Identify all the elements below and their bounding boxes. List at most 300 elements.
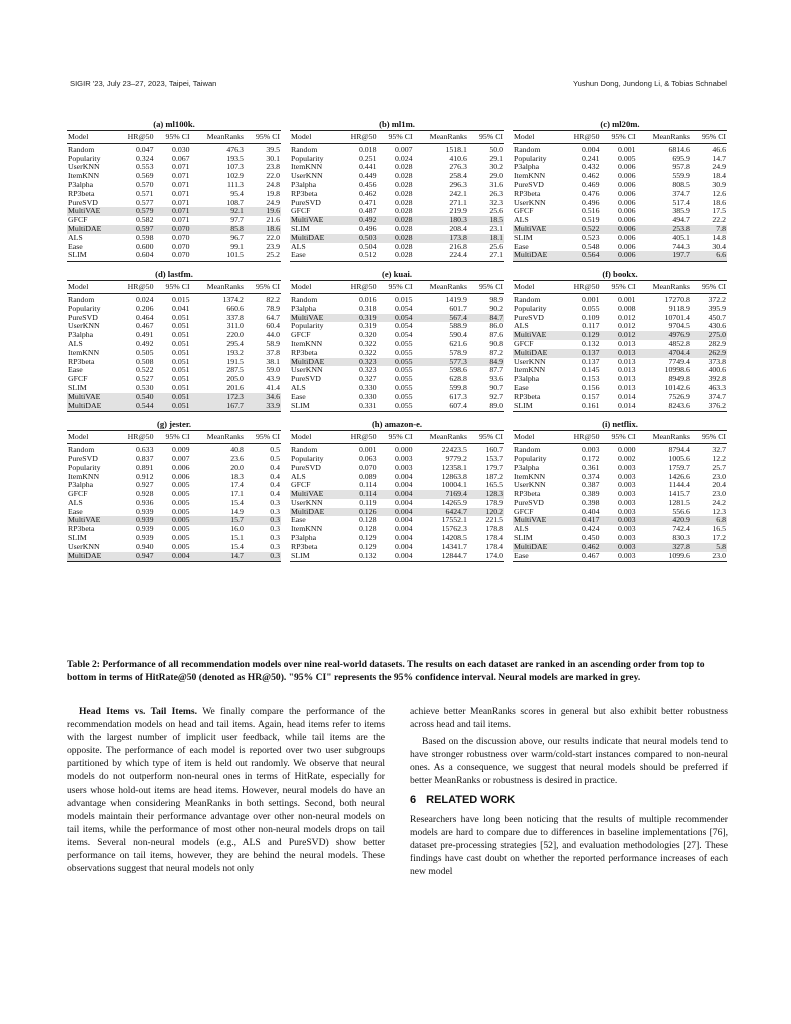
cell-ci2: 24.9 xyxy=(712,162,726,172)
cell-ci2: 25.2 xyxy=(245,251,281,261)
cell-mr: 7749.4 xyxy=(668,356,690,366)
cell-ci2: 41.4 xyxy=(266,382,280,392)
cell-ci1: 0.003 xyxy=(618,480,636,490)
cell-mr: 219.9 xyxy=(449,206,467,216)
cell-mr: 15.4 xyxy=(230,497,244,507)
cell-hr: 0.172 xyxy=(581,453,600,463)
cell-ci2: 32.7 xyxy=(712,445,726,455)
cell-ci2: 19.6 xyxy=(245,207,281,216)
cell-ci2: 24.2 xyxy=(712,497,726,507)
cell-hr: 0.128 xyxy=(358,524,377,534)
column-header: 95% CI xyxy=(691,281,727,294)
cell-mr: 628.8 xyxy=(449,374,467,384)
cell-mr: 8243.6 xyxy=(637,402,691,412)
cell-mr: 601.7 xyxy=(449,303,467,313)
cell-ci2: 0.3 xyxy=(270,524,280,534)
column-header: HR@50 xyxy=(339,431,378,444)
cell-ci2: 60.4 xyxy=(266,321,280,331)
cell-mr: 193.2 xyxy=(226,347,244,357)
cell-ci2: 14.7 xyxy=(712,153,726,163)
cell-model: Ease xyxy=(514,382,529,392)
table-row xyxy=(290,552,504,562)
cell-mr: 15.7 xyxy=(191,516,245,525)
cell-ci2: 0.3 xyxy=(245,552,281,562)
cell-ci2: 50.0 xyxy=(489,144,503,154)
cell-mr: 102.9 xyxy=(226,171,244,181)
cell-hr: 0.928 xyxy=(135,489,154,499)
cell-ci2: 29.0 xyxy=(489,171,503,181)
cell-model: Random xyxy=(514,294,541,304)
table-row xyxy=(513,251,727,261)
cell-model: Ease xyxy=(514,241,529,251)
cell-ci2: 0.4 xyxy=(270,489,280,499)
cell-hr: 0.544 xyxy=(116,402,155,412)
cell-hr: 0.132 xyxy=(581,338,600,348)
cell-ci1: 0.051 xyxy=(154,393,190,402)
cell-model: MultiVAE xyxy=(290,314,339,323)
cell-model: Popularity xyxy=(514,303,547,313)
column-header: 95% CI xyxy=(691,431,727,444)
cell-ci1: 0.013 xyxy=(618,365,636,375)
table-row xyxy=(67,552,281,562)
cell-model: SLIM xyxy=(68,533,87,543)
cell-ci1: 0.051 xyxy=(154,402,190,412)
cell-hr: 0.157 xyxy=(581,391,600,401)
cell-ci2: 160.7 xyxy=(485,445,503,455)
cell-ci2: 24.9 xyxy=(266,197,280,207)
cell-ci2: 0.3 xyxy=(270,497,280,507)
cell-mr: 9779.2 xyxy=(445,453,467,463)
cell-ci2: 187.2 xyxy=(485,471,503,481)
cell-ci1: 0.013 xyxy=(618,382,636,392)
cell-ci2: 0.4 xyxy=(270,462,280,472)
dataset-table-title: (h) amazon-e. xyxy=(371,419,423,430)
cell-hr: 0.530 xyxy=(135,382,154,392)
cell-ci1: 0.051 xyxy=(172,338,190,348)
cell-ci2: 430.6 xyxy=(708,321,726,331)
cell-ci1: 0.041 xyxy=(172,303,190,313)
cell-hr: 0.456 xyxy=(358,179,377,189)
results-table xyxy=(290,280,504,412)
cell-model: UserKNN xyxy=(514,197,546,207)
cell-hr: 0.129 xyxy=(358,533,377,543)
cell-model: MultiVAE xyxy=(290,216,339,225)
cell-hr: 0.374 xyxy=(581,471,600,481)
cell-model: Ease xyxy=(513,552,562,562)
cell-ci1: 0.006 xyxy=(618,232,636,242)
dataset-table xyxy=(513,118,727,262)
cell-hr: 0.016 xyxy=(358,294,377,304)
cell-ci1: 0.051 xyxy=(172,312,190,322)
cell-hr: 0.548 xyxy=(581,241,600,251)
cell-model: ItemKNN xyxy=(291,524,323,534)
cell-ci2: 64.7 xyxy=(266,312,280,322)
cell-ci2: 22.2 xyxy=(712,215,726,225)
cell-mr: 17.1 xyxy=(230,489,244,499)
cell-hr: 0.462 xyxy=(358,188,377,198)
column-header: 95% CI xyxy=(245,281,281,294)
cell-ci1: 0.054 xyxy=(395,321,413,331)
cell-ci1: 0.071 xyxy=(172,171,190,181)
cell-ci1: 0.071 xyxy=(172,162,190,172)
cell-hr: 0.912 xyxy=(135,471,154,481)
cell-ci1: 0.000 xyxy=(395,445,413,455)
column-header: HR@50 xyxy=(116,431,155,444)
cell-mr: 23.6 xyxy=(230,453,244,463)
cell-hr: 0.322 xyxy=(358,338,377,348)
cell-model: Ease xyxy=(68,506,83,516)
cell-ci1: 0.005 xyxy=(172,489,190,499)
dataset-table xyxy=(513,418,727,562)
column-header: Model xyxy=(290,131,339,144)
cell-mr: 957.8 xyxy=(672,162,690,172)
cell-ci1: 0.006 xyxy=(172,462,190,472)
table-header-row xyxy=(67,281,281,294)
cell-ci2: 0.3 xyxy=(270,533,280,543)
cell-hr: 0.318 xyxy=(358,303,377,313)
table-row xyxy=(513,143,727,154)
cell-hr: 0.389 xyxy=(581,489,600,499)
running-header-left: SIGIR '23, July 23–27, 2023, Taipei, Taiwan xyxy=(70,79,217,88)
paragraph-heading: Head Items vs. Tail Items. xyxy=(79,706,197,717)
cell-mr: 420.9 xyxy=(637,516,691,525)
column-header: 95% CI xyxy=(377,431,413,444)
cell-model: Random xyxy=(514,144,541,154)
cell-model: UserKNN xyxy=(514,356,546,366)
cell-ci2: 90.2 xyxy=(489,303,503,313)
cell-ci2: 20.4 xyxy=(712,480,726,490)
cell-model: ItemKNN xyxy=(514,365,546,375)
cell-ci2: 22.0 xyxy=(266,232,280,242)
cell-ci2: 0.5 xyxy=(270,453,280,463)
cell-hr: 0.145 xyxy=(581,365,600,375)
cell-mr: 15.1 xyxy=(230,533,244,543)
cell-ci2: 29.1 xyxy=(489,153,503,163)
cell-ci1: 0.006 xyxy=(618,171,636,181)
column-header: MeanRanks xyxy=(414,281,468,294)
cell-mr: 18.3 xyxy=(230,471,244,481)
cell-model: MultiDAE xyxy=(67,225,116,234)
cell-model: MultiDAE xyxy=(290,234,339,243)
dataset-table-title: (c) ml20m. xyxy=(600,119,640,129)
cell-mr: 405.1 xyxy=(672,232,690,242)
dataset-table xyxy=(290,418,504,562)
cell-ci1: 0.028 xyxy=(395,197,413,207)
cell-ci2: 282.9 xyxy=(708,338,726,348)
cell-hr: 0.540 xyxy=(116,393,155,402)
cell-mr: 744.3 xyxy=(672,241,690,251)
cell-model: RP3beta xyxy=(514,489,541,499)
cell-ci1: 0.004 xyxy=(154,552,190,562)
cell-model: ItemKNN xyxy=(514,171,546,181)
dataset-table-title: (i) netflix. xyxy=(602,419,638,430)
cell-mr: 172.3 xyxy=(191,393,245,402)
cell-model: Random xyxy=(68,445,95,455)
cell-ci1: 0.012 xyxy=(618,312,636,322)
cell-ci1: 0.003 xyxy=(600,543,636,552)
cell-mr: 224.4 xyxy=(414,251,468,261)
cell-ci1: 0.051 xyxy=(172,321,190,331)
cell-ci1: 0.006 xyxy=(172,471,190,481)
cell-ci1: 0.008 xyxy=(618,303,636,313)
column-header: HR@50 xyxy=(339,131,378,144)
cell-model: Random xyxy=(291,294,318,304)
column-header: MeanRanks xyxy=(191,431,245,444)
column-header: MeanRanks xyxy=(637,281,691,294)
table-header-row xyxy=(67,431,281,444)
column-header: 95% CI xyxy=(154,281,190,294)
cell-ci2: 39.5 xyxy=(266,144,280,154)
cell-ci2: 87.6 xyxy=(489,330,503,340)
cell-ci1: 0.006 xyxy=(618,179,636,189)
cell-hr: 0.119 xyxy=(359,497,377,507)
cell-mr: 22423.5 xyxy=(441,445,467,455)
results-table xyxy=(290,130,504,262)
column-header: Model xyxy=(67,131,116,144)
cell-mr: 7526.9 xyxy=(668,391,690,401)
paragraph-head-tail xyxy=(67,705,385,875)
cell-ci1: 0.055 xyxy=(377,358,413,367)
cell-ci1: 0.005 xyxy=(172,541,190,551)
cell-ci1: 0.005 xyxy=(172,506,190,516)
cell-ci1: 0.002 xyxy=(618,453,636,463)
cell-hr: 0.161 xyxy=(562,402,601,412)
dataset-table xyxy=(67,268,281,412)
cell-mr: 216.8 xyxy=(449,241,467,251)
paragraph-continued: achieve better MeanRanks scores in general but also exhibit better robustness across head and tail items. xyxy=(410,706,728,731)
cell-mr: 258.4 xyxy=(449,171,467,181)
cell-model: MultiVAE xyxy=(67,393,116,402)
cell-ci1: 0.000 xyxy=(618,445,636,455)
cell-ci1: 0.005 xyxy=(172,524,190,534)
table-header-row xyxy=(67,131,281,144)
column-header: 95% CI xyxy=(600,131,636,144)
cell-ci2: 23.0 xyxy=(712,489,726,499)
cell-model: MultiDAE xyxy=(513,349,562,358)
cell-mr: 287.5 xyxy=(226,365,244,375)
cell-mr: 14265.9 xyxy=(441,497,467,507)
column-header: 95% CI xyxy=(377,281,413,294)
cell-ci2: 98.9 xyxy=(489,294,503,304)
dataset-table-title: (f) bookx. xyxy=(602,269,638,280)
cell-model: PureSVD xyxy=(68,312,98,322)
cell-ci1: 0.067 xyxy=(172,153,190,163)
cell-hr: 0.055 xyxy=(581,303,600,313)
results-table xyxy=(67,280,281,412)
cell-hr: 0.004 xyxy=(581,144,600,154)
cell-model: P3alpha xyxy=(514,374,540,384)
results-table xyxy=(67,430,281,562)
cell-model: ItemKNN xyxy=(68,471,100,481)
cell-model: ItemKNN xyxy=(68,171,100,181)
cell-hr: 0.319 xyxy=(358,321,377,331)
cell-model: GFCF xyxy=(514,206,534,216)
cell-mr: 6814.6 xyxy=(668,144,690,154)
column-header: 95% CI xyxy=(154,131,190,144)
table-row-group xyxy=(67,118,727,262)
cell-ci2: 37.8 xyxy=(266,347,280,357)
cell-model: Popularity xyxy=(291,453,324,463)
cell-hr: 0.496 xyxy=(581,197,600,207)
cell-mr: 599.8 xyxy=(449,382,467,392)
cell-ci1: 0.005 xyxy=(618,153,636,163)
cell-mr: 173.8 xyxy=(414,234,468,243)
cell-ci2: 153.7 xyxy=(485,453,503,463)
column-header: HR@50 xyxy=(116,131,155,144)
cell-ci2: 33.9 xyxy=(245,402,281,412)
cell-model: Popularity xyxy=(68,303,101,313)
cell-ci2: 12.3 xyxy=(712,506,726,516)
cell-ci1: 0.030 xyxy=(172,144,190,154)
table-row xyxy=(67,251,281,261)
cell-ci2: 22.0 xyxy=(266,171,280,181)
cell-ci2: 128.3 xyxy=(468,490,504,499)
cell-ci2: 43.9 xyxy=(266,374,280,384)
cell-model: Ease xyxy=(290,251,339,261)
cell-ci1: 0.005 xyxy=(172,533,190,543)
cell-ci1: 0.006 xyxy=(618,162,636,172)
cell-mr: 180.3 xyxy=(414,216,468,225)
cell-hr: 0.570 xyxy=(135,179,154,189)
cell-model: UserKNN xyxy=(68,541,100,551)
running-header-right: Yushun Dong, Jundong Li, & Tobias Schnabel xyxy=(573,79,727,88)
column-header: HR@50 xyxy=(562,281,601,294)
cell-ci2: 90.7 xyxy=(489,382,503,392)
cell-model: MultiDAE xyxy=(67,552,116,562)
column-header: Model xyxy=(513,431,562,444)
cell-model: PureSVD xyxy=(514,179,544,189)
cell-ci2: 395.9 xyxy=(708,303,726,313)
cell-ci2: 6.6 xyxy=(691,251,727,261)
results-table-grid xyxy=(67,118,727,568)
cell-ci1: 0.028 xyxy=(377,216,413,225)
cell-mr: 9704.5 xyxy=(668,321,690,331)
cell-ci2: 84.9 xyxy=(468,358,504,367)
cell-ci1: 0.013 xyxy=(600,349,636,358)
cell-hr: 0.464 xyxy=(135,312,154,322)
cell-hr: 0.361 xyxy=(581,462,600,472)
cell-ci2: 93.6 xyxy=(489,374,503,384)
cell-model: MultiDAE xyxy=(290,508,339,517)
cell-ci1: 0.028 xyxy=(395,171,413,181)
cell-mr: 220.0 xyxy=(226,330,244,340)
cell-hr: 0.424 xyxy=(581,524,600,534)
cell-ci2: 12.6 xyxy=(712,188,726,198)
cell-mr: 830.3 xyxy=(672,533,690,543)
cell-mr: 567.4 xyxy=(414,314,468,323)
cell-ci2: 179.7 xyxy=(485,462,503,472)
cell-model: SLIM xyxy=(514,232,533,242)
cell-ci1: 0.003 xyxy=(618,506,636,516)
cell-hr: 0.462 xyxy=(581,171,600,181)
column-header: 95% CI xyxy=(245,131,281,144)
cell-model: GFCF xyxy=(68,489,88,499)
cell-mr: 660.6 xyxy=(226,303,244,313)
cell-mr: 15762.3 xyxy=(441,524,467,534)
cell-model: ItemKNN xyxy=(514,471,546,481)
paragraph-discussion: Based on the discussion above, our results indicate that neural models tend to have stronger robustness over warm/cold-start instances compared to non-neural ones. As a consequence, we suggest that neural models should be preferred if better MeanRanks or robustness is desired in practice. xyxy=(410,736,728,787)
cell-ci2: 82.2 xyxy=(266,294,280,304)
cell-hr: 0.503 xyxy=(339,234,378,243)
cell-mr: 1144.4 xyxy=(668,480,690,490)
cell-model: PureSVD xyxy=(514,312,544,322)
cell-mr: 577.3 xyxy=(414,358,468,367)
cell-hr: 0.462 xyxy=(562,543,601,552)
cell-hr: 0.129 xyxy=(562,331,601,340)
cell-model: SLIM xyxy=(67,251,116,261)
cell-mr: 337.8 xyxy=(226,312,244,322)
cell-mr: 111.3 xyxy=(226,179,244,189)
cell-ci2: 46.6 xyxy=(712,144,726,154)
cell-hr: 0.598 xyxy=(135,232,154,242)
cell-model: PureSVD xyxy=(291,197,321,207)
dataset-table xyxy=(67,118,281,262)
cell-hr: 0.320 xyxy=(358,330,377,340)
cell-ci2: 23.0 xyxy=(712,471,726,481)
cell-ci1: 0.006 xyxy=(618,197,636,207)
cell-hr: 0.512 xyxy=(339,251,378,261)
cell-ci2: 32.3 xyxy=(489,197,503,207)
cell-ci1: 0.055 xyxy=(395,365,413,375)
cell-hr: 0.241 xyxy=(581,153,600,163)
column-header: Model xyxy=(513,281,562,294)
cell-hr: 0.137 xyxy=(581,356,600,366)
cell-ci2: 19.8 xyxy=(266,188,280,198)
cell-model: P3alpha xyxy=(291,179,317,189)
cell-hr: 0.939 xyxy=(135,506,154,516)
cell-hr: 0.323 xyxy=(358,365,377,375)
column-header: HR@50 xyxy=(562,131,601,144)
cell-model: PureSVD xyxy=(68,453,98,463)
cell-hr: 0.577 xyxy=(135,197,154,207)
cell-model: P3alpha xyxy=(514,462,540,472)
cell-ci1: 0.005 xyxy=(154,516,190,525)
cell-ci2: 400.6 xyxy=(708,365,726,375)
cell-ci1: 0.003 xyxy=(618,462,636,472)
cell-hr: 0.450 xyxy=(581,533,600,543)
cell-ci2: 30.1 xyxy=(266,153,280,163)
cell-hr: 0.936 xyxy=(135,497,154,507)
cell-mr: 8794.4 xyxy=(668,445,690,455)
cell-model: MultiVAE xyxy=(513,225,562,234)
cell-ci2: 463.3 xyxy=(708,382,726,392)
cell-ci1: 0.007 xyxy=(172,453,190,463)
table-row xyxy=(290,251,504,261)
cell-ci1: 0.005 xyxy=(172,480,190,490)
cell-mr: 385.9 xyxy=(672,206,690,216)
cell-model: P3alpha xyxy=(291,303,317,313)
cell-ci1: 0.005 xyxy=(172,497,190,507)
cell-ci2: 34.6 xyxy=(245,393,281,402)
cell-ci2: 89.0 xyxy=(468,402,504,412)
cell-model: ItemKNN xyxy=(68,347,100,357)
cell-ci2: 374.7 xyxy=(708,391,726,401)
cell-ci1: 0.003 xyxy=(618,524,636,534)
cell-mr: 410.6 xyxy=(449,153,467,163)
cell-mr: 17270.8 xyxy=(664,294,690,304)
cell-ci2: 25.6 xyxy=(489,206,503,216)
cell-hr: 0.508 xyxy=(135,356,154,366)
cell-mr: 1759.7 xyxy=(668,462,690,472)
cell-ci2: 23.8 xyxy=(266,162,280,172)
cell-mr: 205.0 xyxy=(226,374,244,384)
table-row xyxy=(513,552,727,562)
cell-ci1: 0.012 xyxy=(618,321,636,331)
cell-hr: 0.469 xyxy=(581,179,600,189)
cell-model: SLIM xyxy=(290,402,339,412)
cell-mr: 578.9 xyxy=(449,347,467,357)
cell-ci1: 0.070 xyxy=(172,241,190,251)
